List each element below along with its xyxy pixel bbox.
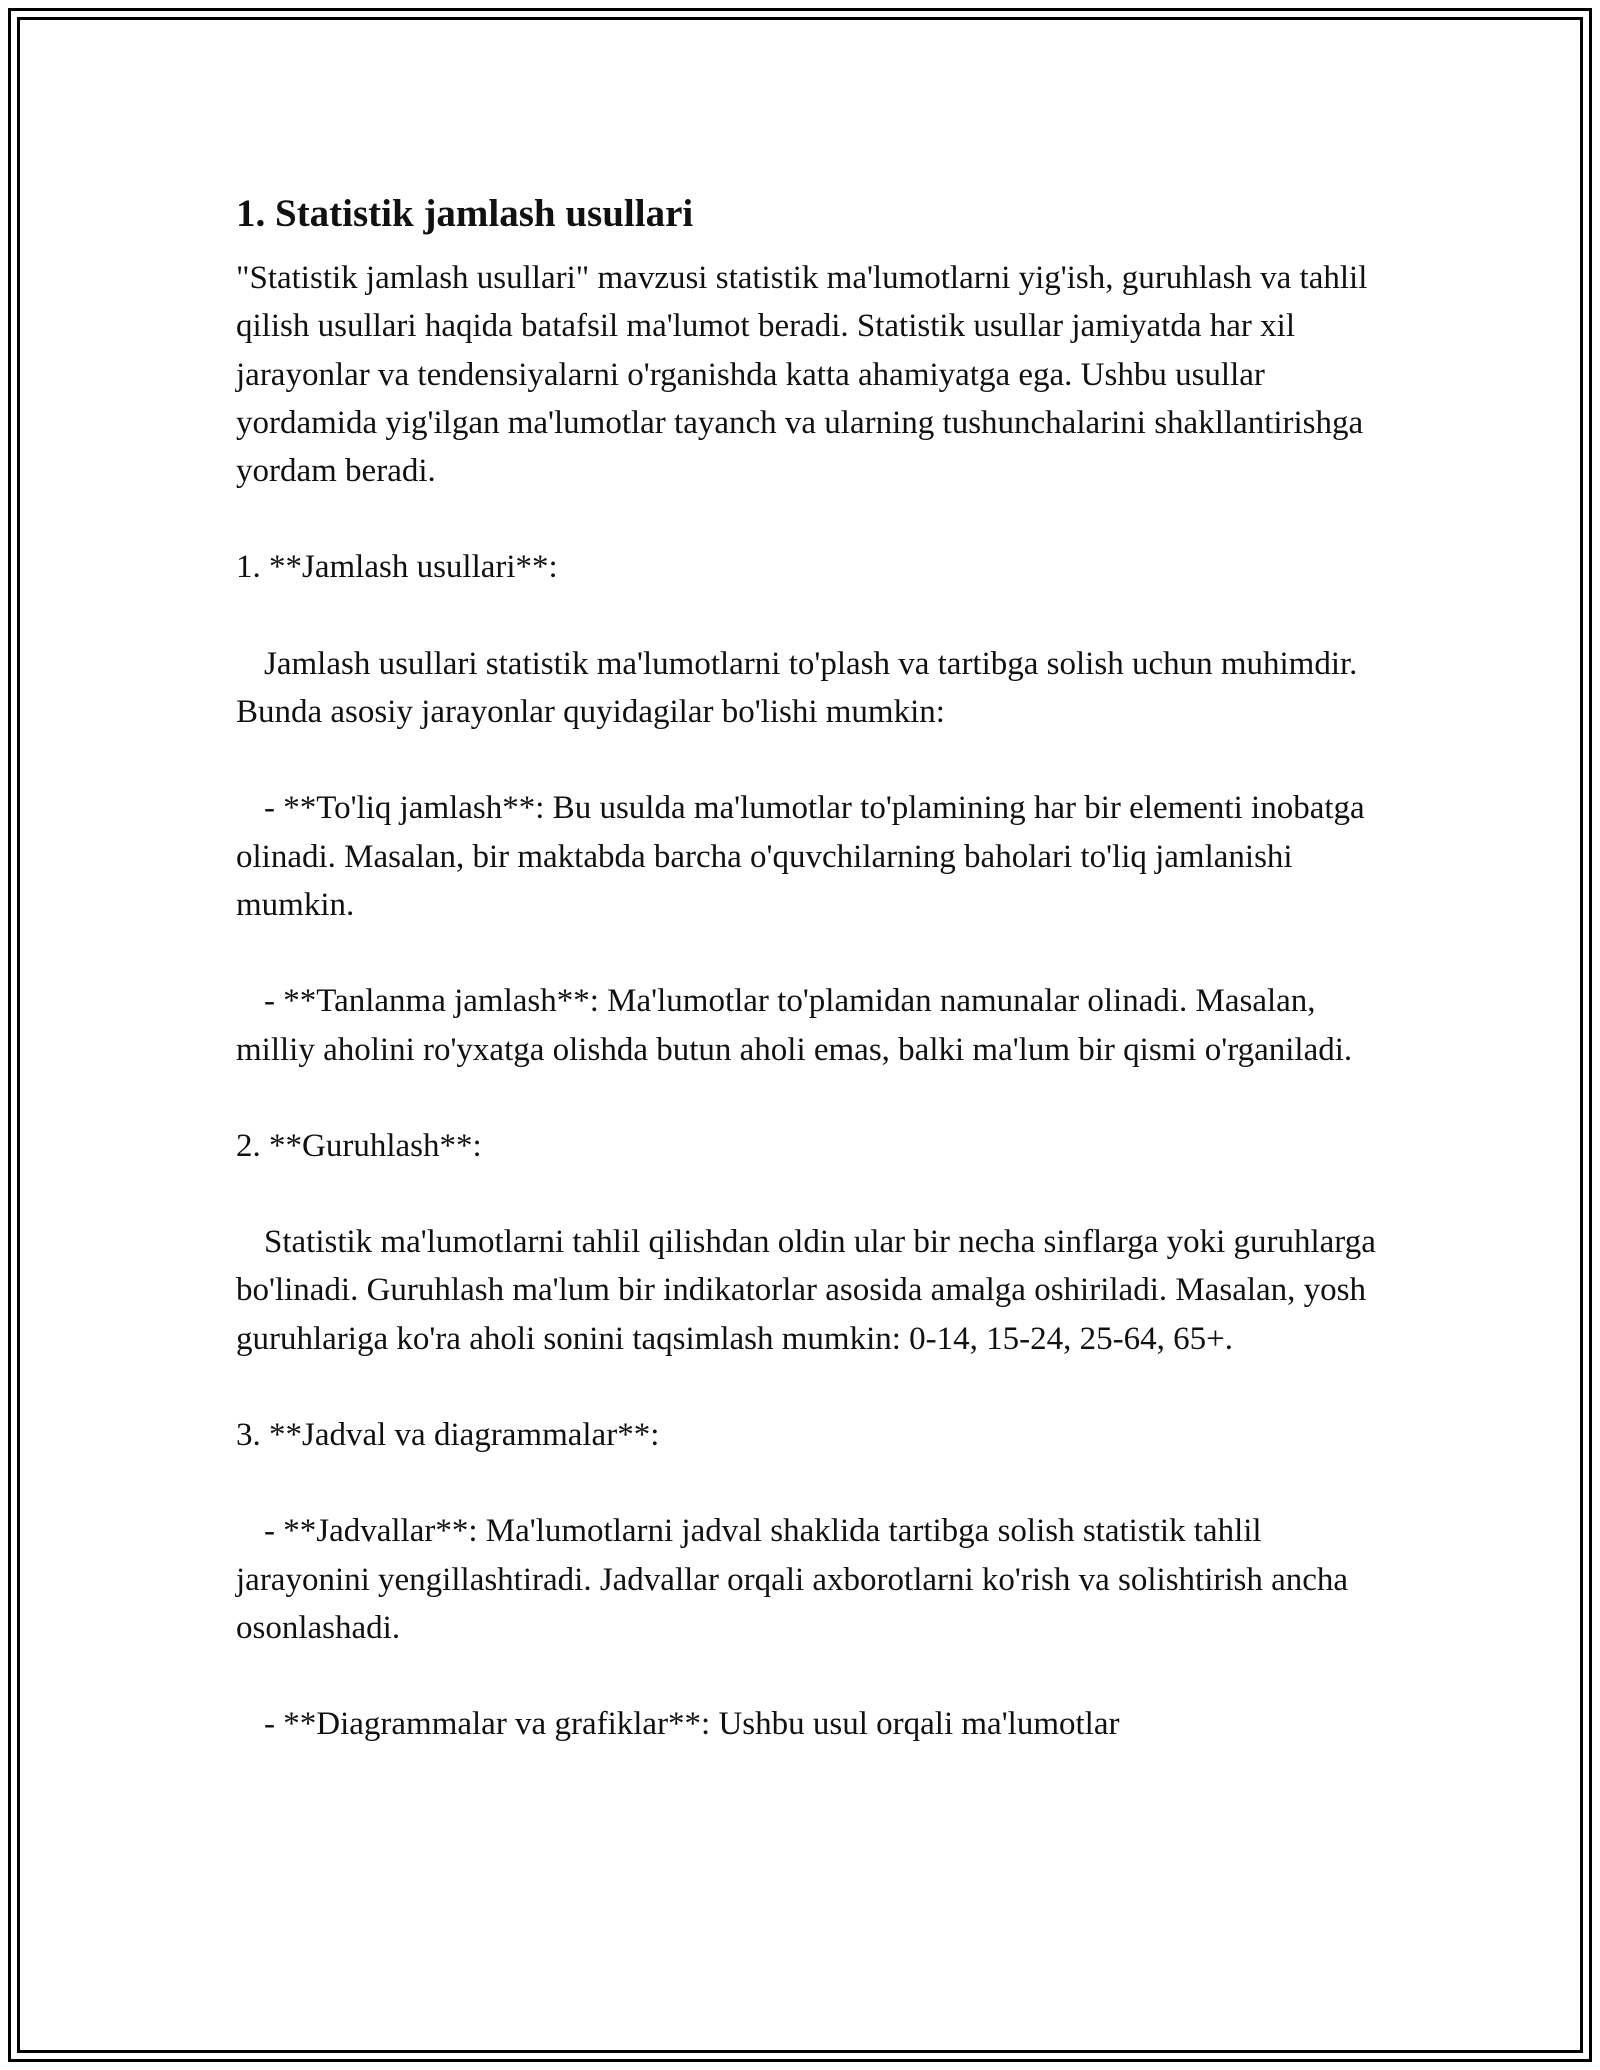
bullet-tanlanma-jamlash: - **Tanlanma jamlash**: Ma'lumotlar to'plamidan namunalar olinadi. Masalan, milliy aholini ro'yxatga olishda butun aholi emas, balki ma'lum bir qismi o'rganiladi. bbox=[236, 983, 1353, 1068]
section-heading-jadval: 3. **Jadval va diagrammalar**: bbox=[236, 1417, 660, 1454]
paragraph-jamlash: Jamlash usullari statistik ma'lumotlarni to'plash va tartibga solish uchun muhimdir. Bunda asosiy jarayonlar quyidagilar bo'lishi mumkin: bbox=[236, 645, 1366, 731]
paragraph-guruhlash: Statistik ma'lumotlarni tahlil qilishdan oldin ular bir necha sinflarga yoki guruhlarga bo'linadi. Guruhlash ma'lum bir indikatorlar asosida amalga oshiriladi. Masalan, yosh guruhlariga ko'ra aholi sonini taqsimlash mumkin: 0-14, 15-24, 25-64, 65+. bbox=[236, 1224, 1385, 1357]
document-title: 1. Statistik jamlash usullari bbox=[236, 192, 694, 235]
bullet-diagrammalar: - **Diagrammalar va grafiklar**: Ushbu usul orqali ma'lumotlar bbox=[264, 1706, 1120, 1743]
section-heading-guruhlash: 2. **Guruhlash**: bbox=[236, 1127, 482, 1164]
section-heading-jamlash: 1. **Jamlash usullari**: bbox=[236, 549, 558, 586]
bullet-jadvallar: - **Jadvallar**: Ma'lumotlarni jadval shaklida tartibga solish statistik tahlil jarayonini yengillashtiradi. Jadvallar orqali axborotlarni ko'rish va solishtirish ancha osonlashadi. bbox=[236, 1513, 1357, 1646]
bullet-toliq-jamlash: - **To'liq jamlash**: Bu usulda ma'lumotlar to'plamining har bir elementi inobatga olinadi. Masalan, bir maktabda barcha o'quvchilarning baholari to'liq jamlanishi mumkin. bbox=[236, 790, 1373, 923]
intro-paragraph: "Statistik jamlash usullari" mavzusi statistik ma'lumotlarni yig'ish, guruhlash va tahlil qilish usullari haqida batafsil ma'lumot beradi. Statistik usullar jamiyatda har xil jarayonlar va tendensiyalarni o'rganishda katta ahamiyatga ega. Ushbu usullar yordamida yig'ilgan ma'lumotlar tayanch va ularning tushunchalarini shakllantirishga yordam beradi. bbox=[236, 260, 1376, 490]
document-body bbox=[236, 186, 1385, 1749]
